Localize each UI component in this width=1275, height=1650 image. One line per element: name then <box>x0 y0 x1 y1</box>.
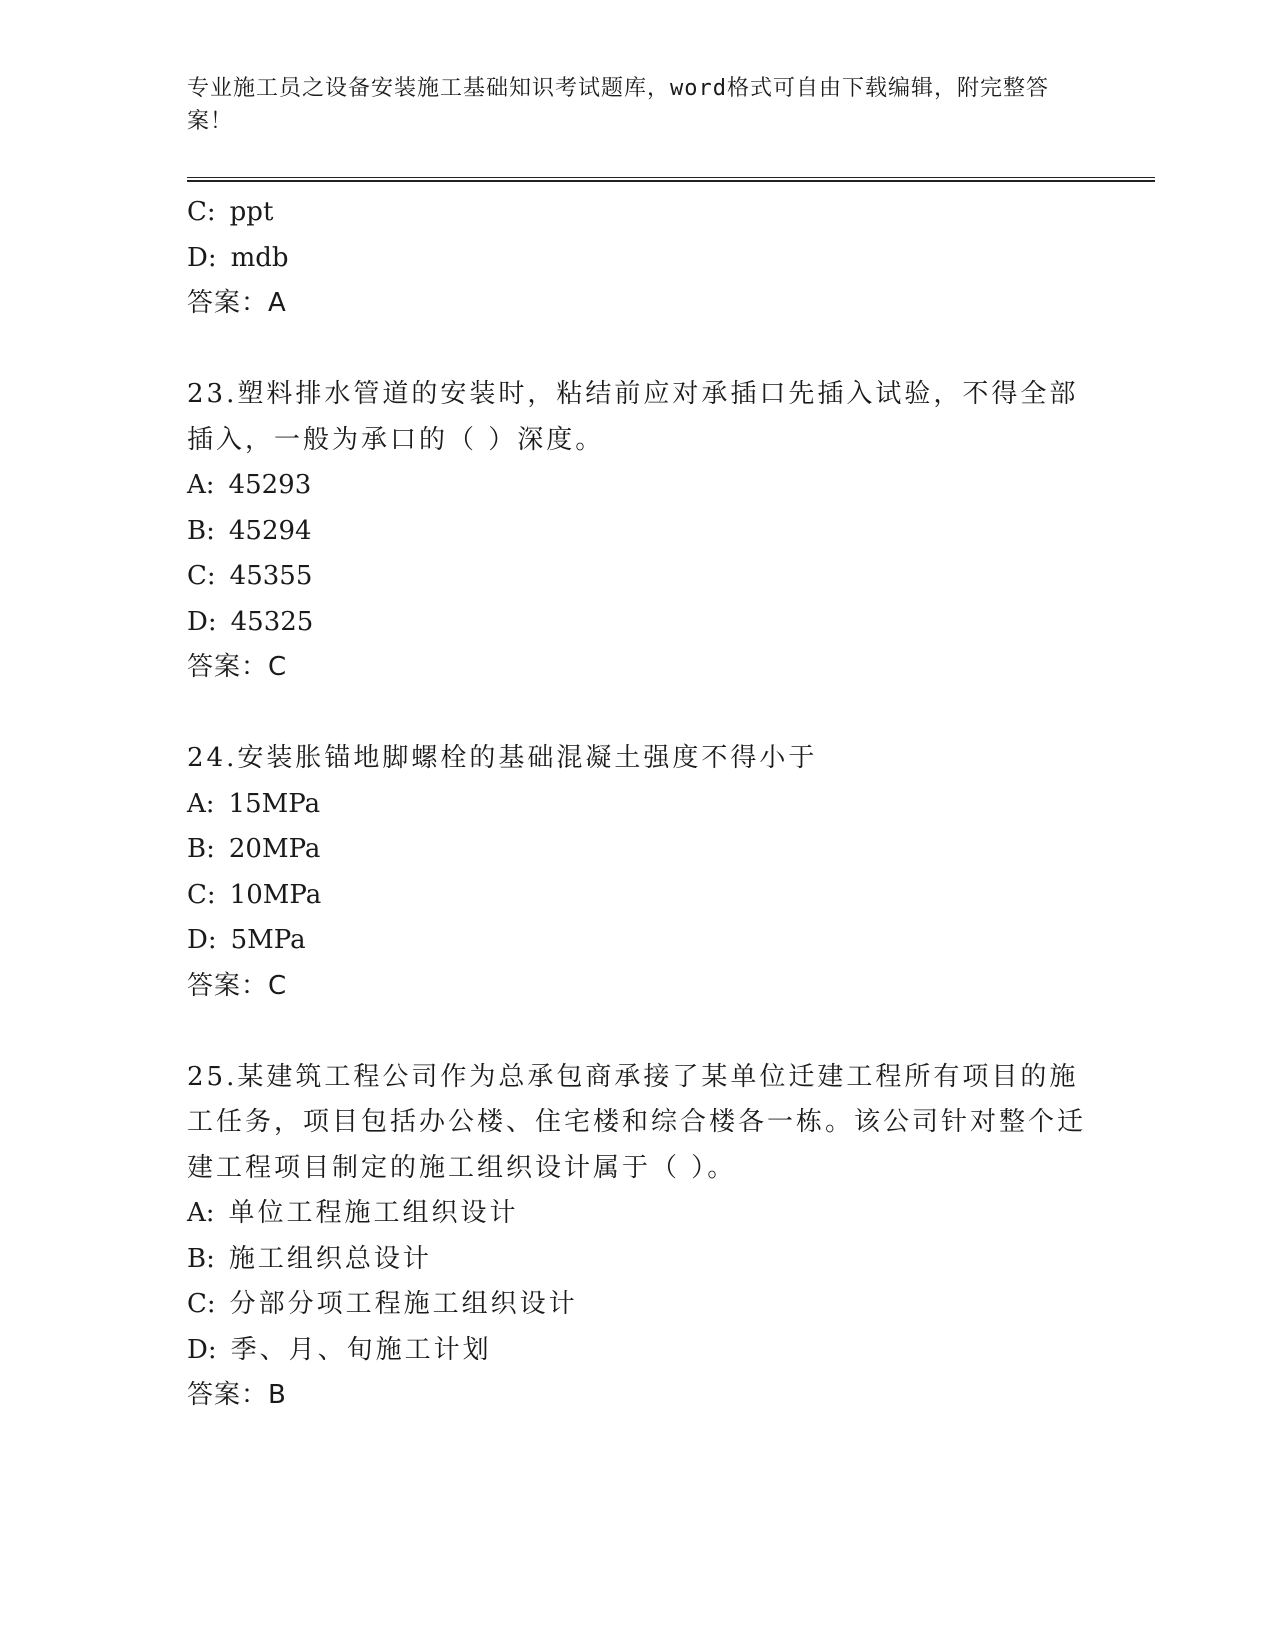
option-key: A: <box>187 470 215 500</box>
option-key: C: <box>187 879 216 910</box>
option-key: C: <box>187 197 216 227</box>
option-key: D: <box>187 1334 217 1365</box>
q25-answer: 答案：B <box>187 1380 287 1410</box>
q25-option-a <box>187 1191 1087 1237</box>
option-key: A: <box>187 788 215 819</box>
q23-option-a <box>187 463 1087 509</box>
option-key: A: <box>187 1198 215 1228</box>
option-text: 45325 <box>230 606 314 637</box>
option-text: 单位工程施工组织设计 <box>228 1198 519 1228</box>
option-text: 45355 <box>229 561 313 591</box>
q24-answer: 答案：C <box>187 970 288 1001</box>
option-text: 分部分项工程施工组织设计 <box>229 1289 578 1319</box>
document-body <box>187 190 1087 1419</box>
q23-option-d <box>187 600 1087 646</box>
option-text: 45293 <box>228 470 312 500</box>
q23-answer: 答案：C <box>187 652 288 682</box>
option-text: mdb <box>230 242 289 273</box>
option-key: C: <box>187 561 216 591</box>
q24-option-a <box>187 782 1087 828</box>
q23-option-b <box>187 509 1087 555</box>
option-text: 20MPa <box>228 834 321 864</box>
header-rule-thin <box>187 177 1155 178</box>
option-text: 季、月、旬施工计划 <box>230 1334 492 1365</box>
q24-option-b <box>187 827 1087 873</box>
question-24: 24.安装胀锚地脚螺栓的基础混凝土强度不得小于 <box>187 743 818 773</box>
option-key: D: <box>187 606 217 637</box>
option-text: 45294 <box>228 515 312 546</box>
prev-option-d <box>187 236 1087 282</box>
option-key: D: <box>187 242 217 273</box>
option-key: B: <box>187 1243 215 1274</box>
question-25: 25.某建筑工程公司作为总承包商承接了某单位迁建工程所有项目的施工任务，项目包括办公楼、住宅楼和综合楼各一栋。该公司针对整个迁建工程项目制定的施工组织设计属于（ ）。 <box>187 1061 1087 1183</box>
option-key: D: <box>187 925 217 955</box>
q23-option-c <box>187 554 1087 600</box>
question-23: 23.塑料排水管道的安装时，粘结前应对承插口先插入试验，不得全部插入，一般为承口的（ ）深度。 <box>187 379 1079 455</box>
q25-option-c <box>187 1282 1087 1328</box>
q24-option-c <box>187 873 1087 919</box>
q24-option-d <box>187 918 1087 964</box>
header-rule-thick <box>187 180 1155 182</box>
option-text: 施工组织总设计 <box>228 1243 432 1274</box>
q25-option-b <box>187 1237 1087 1283</box>
option-text: 15MPa <box>228 788 321 819</box>
prev-option-c <box>187 190 1087 236</box>
option-key: C: <box>187 1289 216 1319</box>
prev-answer: 答案：A <box>187 288 287 318</box>
option-text: 10MPa <box>229 879 322 910</box>
q25-option-d <box>187 1328 1087 1374</box>
option-text: ppt <box>229 197 274 227</box>
option-key: B: <box>187 515 215 546</box>
option-key: B: <box>187 834 215 864</box>
option-text: 5MPa <box>230 925 306 955</box>
document-header: 专业施工员之设备安装施工基础知识考试题库，word格式可自由下载编辑，附完整答案！ <box>187 76 1049 134</box>
